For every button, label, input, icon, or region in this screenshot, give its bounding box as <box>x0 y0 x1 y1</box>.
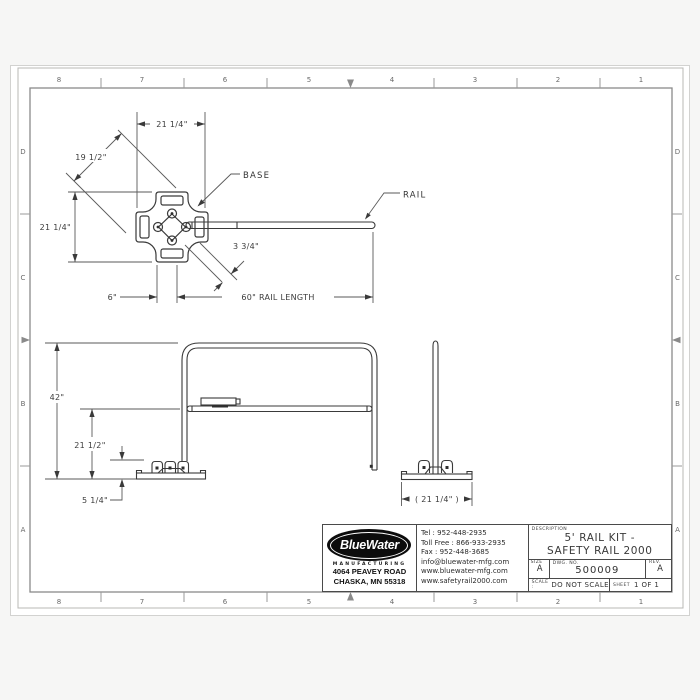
side-post <box>433 341 438 474</box>
midrail-plate-tab <box>236 399 240 404</box>
dwg-label: DWG. NO. <box>552 561 579 566</box>
zone-col-label: 7 <box>139 598 145 606</box>
contact-website: www.bluewater-mfg.com <box>420 567 508 576</box>
size-label: SIZE <box>530 560 543 565</box>
bluewater-logo <box>327 529 411 561</box>
base-slot-left <box>140 216 149 238</box>
dim-offset-6in: 6" <box>107 293 117 302</box>
zone-col-label: 2 <box>555 76 561 84</box>
base-slot-bottom <box>161 249 183 258</box>
zone-col-label: 3 <box>472 76 478 84</box>
zone-col-label: 8 <box>56 598 62 606</box>
dim-socket-size: 3 3/4" <box>233 242 259 251</box>
zone-col-label: 4 <box>389 76 395 84</box>
dim-rail-height: 42" <box>49 393 65 402</box>
base-slot-top <box>161 196 183 205</box>
size-dwg-rev-row <box>529 560 671 579</box>
dim-rail-length: 60" RAIL LENGTH <box>241 293 315 302</box>
zone-row-label: B <box>20 400 26 408</box>
logo-subtitle: MANUFACTURING <box>332 562 407 567</box>
top-view-dim-lines <box>66 112 400 303</box>
front-view-dim-lines <box>45 343 180 500</box>
description-label: DESCRIPTION <box>531 527 568 532</box>
zone-row-label: B <box>675 400 680 408</box>
sheet-label: SHEET <box>613 582 630 588</box>
zone-col-label: 1 <box>638 76 644 84</box>
front-view-base <box>137 462 206 480</box>
description-cell <box>529 525 671 560</box>
dim-base-height-left: 21 1/4" <box>39 223 71 232</box>
dim-base-diagonal: 19 1/2" <box>75 153 107 162</box>
rev-label: REV. <box>649 560 661 565</box>
description-line-1: 5' RAIL KIT - <box>564 532 636 544</box>
dim-base-height: 5 1/4" <box>82 496 108 505</box>
sheet-cell <box>609 579 671 591</box>
dim-side-base-width: ( 21 1/4" ) <box>415 495 459 504</box>
zone-row-label: C <box>20 274 26 282</box>
sheet-value: 1 OF 1 <box>633 581 660 589</box>
title-block-right-section <box>528 525 671 591</box>
zone-col-label: 6 <box>222 598 228 606</box>
zone-col-label: 5 <box>306 598 312 606</box>
size-value: A <box>536 564 543 574</box>
label-base: BASE <box>243 171 271 181</box>
rev-cell <box>645 560 671 578</box>
zone-row-label: C <box>675 274 680 282</box>
base-slot-right <box>195 217 204 237</box>
title-block-contact-cell <box>416 525 528 591</box>
dim-base-width-top: 21 1/4" <box>156 120 188 129</box>
base-bolt-centers <box>157 212 188 242</box>
post-pin <box>370 465 373 468</box>
contact-email: info@bluewater-mfg.com <box>420 557 510 566</box>
top-view-base-plate <box>136 192 208 262</box>
front-view-rail <box>182 343 377 470</box>
scale-sheet-row <box>529 579 671 591</box>
zone-col-label: 7 <box>139 76 145 84</box>
dwg-cell <box>550 560 645 578</box>
description-line-2: SAFETY RAIL 2000 <box>547 545 653 557</box>
top-view-arrowheads <box>72 121 373 299</box>
zone-row-label: A <box>20 526 26 534</box>
title-block-logo-cell <box>323 525 416 591</box>
contact-tollfree: Toll Free : 866-933-2935 <box>420 538 506 547</box>
midrail-plate-strip <box>212 405 228 408</box>
scale-cell <box>529 580 609 590</box>
title-block <box>322 524 672 592</box>
contact-website-2: www.safetyrail2000.com <box>420 576 508 585</box>
base-bar <box>137 473 206 479</box>
label-rail: RAIL <box>403 190 427 201</box>
base-bar <box>402 474 473 480</box>
post-skirt <box>425 467 446 474</box>
zone-row-label: A <box>675 526 680 534</box>
address-line-1: 4064 PEAVEY ROAD <box>332 567 407 576</box>
address-line-2: CHASKA, MN 55318 <box>333 576 406 586</box>
size-cell <box>529 560 550 578</box>
top-view-rail <box>186 222 375 230</box>
scale-label: SCALE : <box>531 580 549 590</box>
contact-tel: Tel : 952-448-2935 <box>420 529 487 537</box>
zone-row-label: D <box>20 148 26 156</box>
bluewater-logo-ring <box>330 532 408 559</box>
front-view-arrowheads <box>54 343 124 487</box>
logo-brand-text: BlueWater <box>340 538 399 552</box>
side-view <box>402 341 473 480</box>
drawing-frame <box>30 88 672 592</box>
contact-fax: Fax : 952-448-3685 <box>420 548 490 557</box>
scale-value: DO NOT SCALE <box>551 581 609 589</box>
zone-col-label: 8 <box>56 76 62 84</box>
zone-row-label: D <box>674 148 681 156</box>
zone-col-label: 6 <box>222 76 228 84</box>
center-marks <box>22 80 681 601</box>
zone-col-label: 5 <box>306 76 312 84</box>
zone-col-label: 2 <box>555 598 561 606</box>
midrail-plate <box>201 398 236 405</box>
zone-col-label: 1 <box>638 598 644 606</box>
zone-col-label: 4 <box>389 598 395 606</box>
dim-midrail-height: 21 1/2" <box>74 441 106 450</box>
rev-value: A <box>657 564 663 574</box>
zone-col-label: 3 <box>472 598 478 606</box>
dwg-number: 500009 <box>575 565 620 576</box>
